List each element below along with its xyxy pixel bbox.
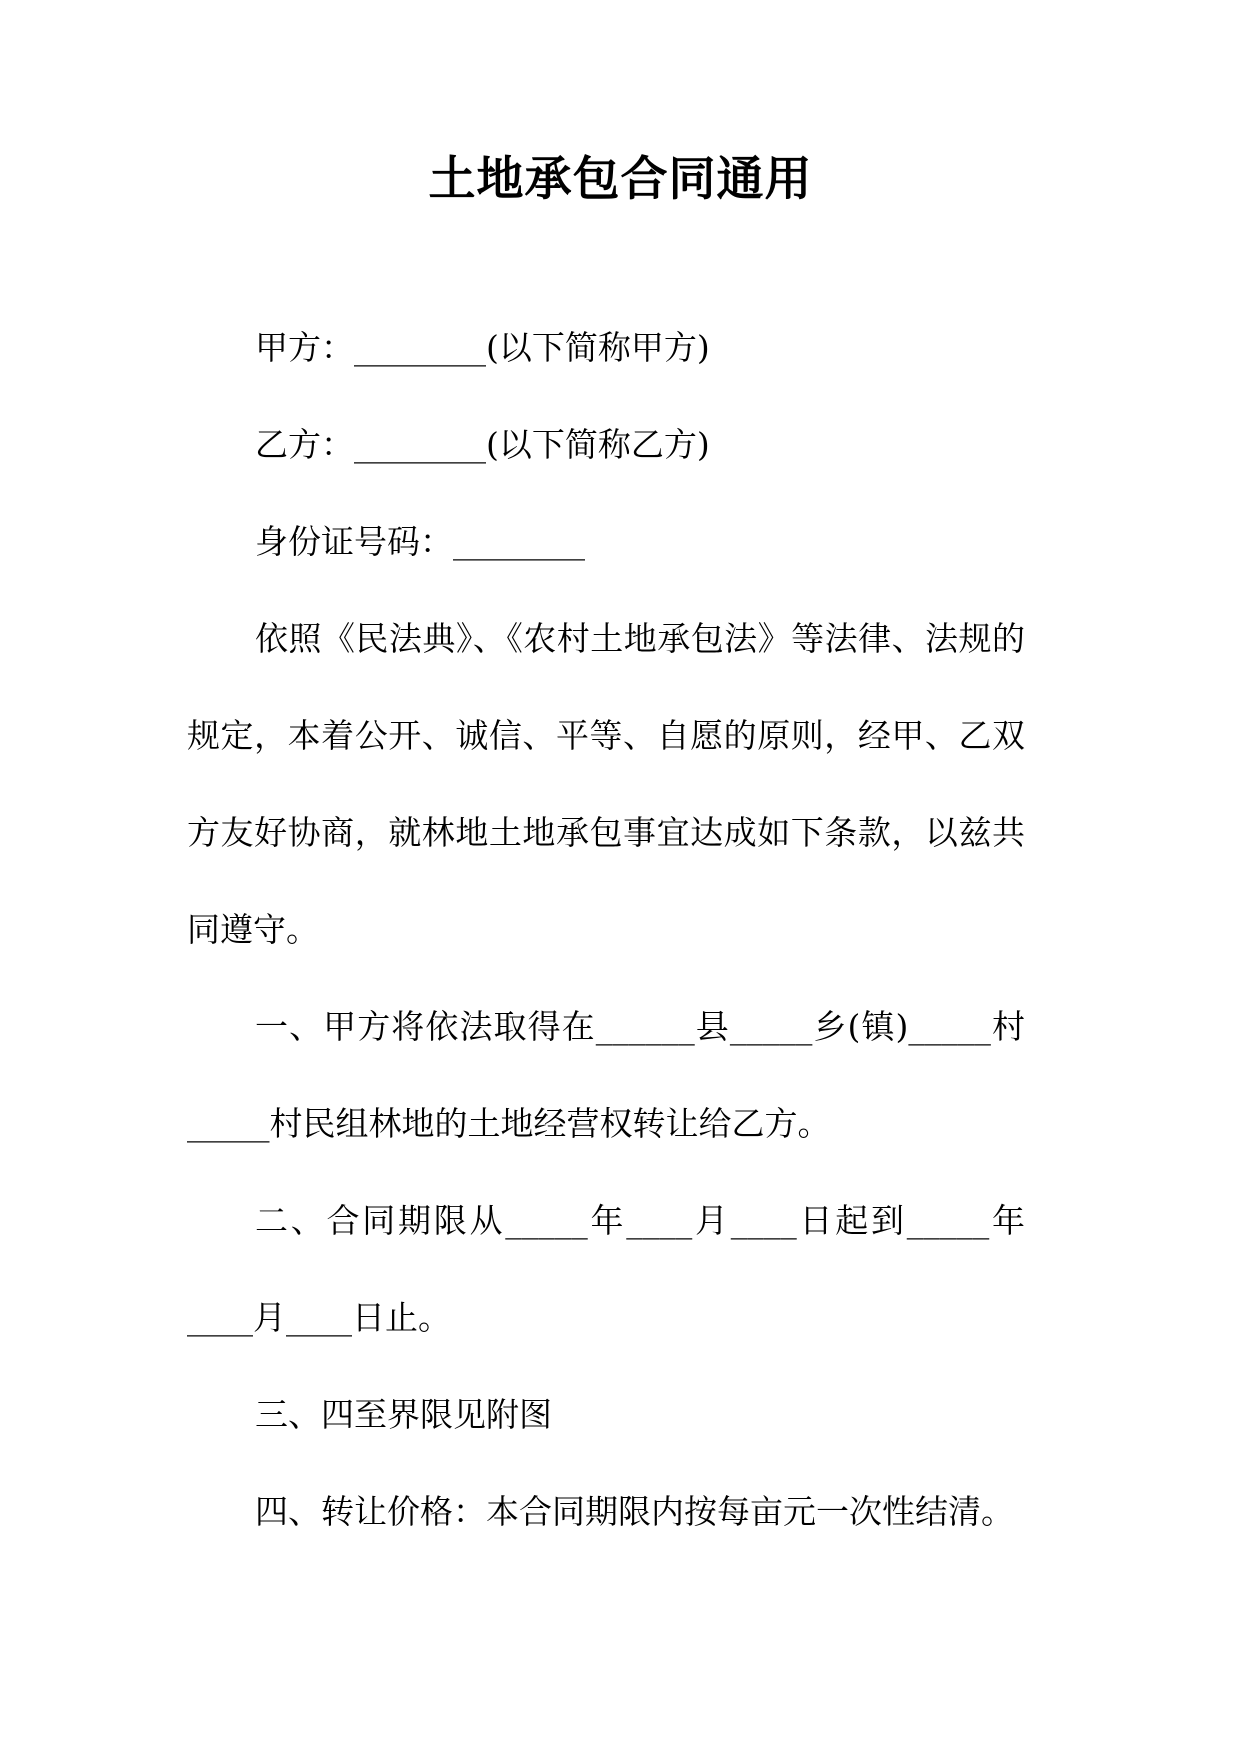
- clause-2-paragraph: 二、合同期限从_____年____月____日起到_____年____月____日止。: [187, 1201, 1025, 1337]
- clause-1-paragraph: 一、甲方将依法取得在______县_____乡(镇)_____村_____村民组林地的土地经营权转让给乙方。: [187, 1007, 1025, 1143]
- clause-4-paragraph: 四、转让价格：本合同期限内按每亩元一次性结清。: [255, 1492, 1014, 1531]
- document-body: [187, 299, 1025, 1560]
- party-a-line: 甲方：________(以下简称甲方): [255, 328, 710, 367]
- id-number-line: 身份证号码：________: [255, 522, 585, 561]
- document-title: 土地承包合同通用: [428, 152, 813, 207]
- clause-3-paragraph: 三、四至界限见附图: [255, 1395, 552, 1434]
- preamble-paragraph: 依照《民法典》、《农村土地承包法》等法律、法规的规定，本着公开、诚信、平等、自愿的原则，经甲、乙双方友好协商，就林地土地承包事宜达成如下条款，以兹共同遵守。: [187, 619, 1025, 949]
- party-b-line: 乙方：________(以下简称乙方): [255, 425, 710, 464]
